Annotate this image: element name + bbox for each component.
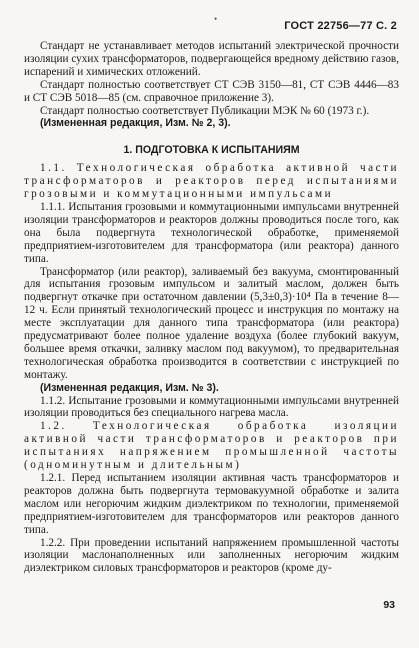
clause-1-2-2: 1.2.2. При проведении испытаний напряжением промышленной частоты изоляции маслонаполненных или заполненных негорючим жидким диэлектриком силовых трансформаторов и реакторов (кроме ду-: [24, 536, 399, 575]
paragraph-iec-compliance: Стандарт полностью соответствует Публикации МЭК № 60 (1973 г.).: [40, 104, 370, 117]
spacer: [24, 130, 399, 144]
document-body: [24, 40, 399, 575]
section-title: 1. ПОДГОТОВКА К ИСПЫТАНИЯМ: [123, 144, 300, 157]
amendment-note: (Измененная редакция, Изм. № 3).: [40, 381, 219, 394]
paragraph-sev-compliance: Стандарт полностью соответствует СТ СЭВ 3150—81, СТ СЭВ 4446—83 и СТ СЭВ 5018—85 (см. справочное приложение 3).: [24, 78, 399, 104]
clause-1-1: 1.1. Технологическая обработка активной части трансформаторов и реакторов перед испытаниями грозовыми и коммутационными импульсами: [24, 162, 399, 201]
clause-1-1-1: 1.1.1. Испытания грозовыми и коммутационными импульсами внутренней изоляции трансформаторов и реакторов должны проводиться после того, как она была подвергнута технологической обработке, применяемой предприятием-изготовителем для трансформатора (или реактора) данного типа.: [24, 200, 399, 265]
clause-1-1-1-continued: Трансформатор (или реактор), заливаемый без вакуума, смонтированный для испытания грозовым импульсом и залитый маслом, должен быть подвергнут откачке при остаточном давлении (5,3±0,3)·10⁴ Па в течение 8—12 ч. Если принятый технологический процесс и инструкция по монтажу на месте эксплуатации для данного типа трансформатора (или реактора) предусматривают более полное удаление воздуха (более глубокий вакуум, большее время откачки, заливку маслом под вакуумом), то предварительная технологическая обработка производится в соответствии с инструкцией по монтажу.: [24, 265, 399, 381]
amendment-note: (Измененная редакция, Изм. № 2, 3).: [40, 117, 231, 130]
page-number: 93: [383, 599, 395, 611]
clause-1-2: 1.2. Технологическая обработка изоляции активной части трансформаторов и реакторов при испытаниях напряжением промышленной частоты (одноминутным и длительным): [24, 420, 399, 472]
top-mark: •: [214, 14, 218, 24]
paragraph-scope-note: Стандарт не устанавливает методов испытаний электрической прочности изоляции сухих трансформаторов, подвергающейся вредному действию газов, испарений и химических отложений.: [24, 40, 399, 78]
standard-header: ГОСТ 22756—77 С. 2: [284, 20, 397, 32]
clause-1-1-2: 1.1.2. Испытание грозовыми и коммутационными импульсами внутренней изоляции проводиться без специального нагрева масла.: [24, 394, 399, 420]
clause-1-2-1: 1.2.1. Перед испытанием изоляции активная часть трансформаторов и реакторов должна быть подвергнута термовакуумной обработке и залита маслом или негорючим жидким диэлектриком по технологии, применяемой предприятием-изготовителем для трансформаторов или реакторов данного типа.: [24, 472, 399, 536]
